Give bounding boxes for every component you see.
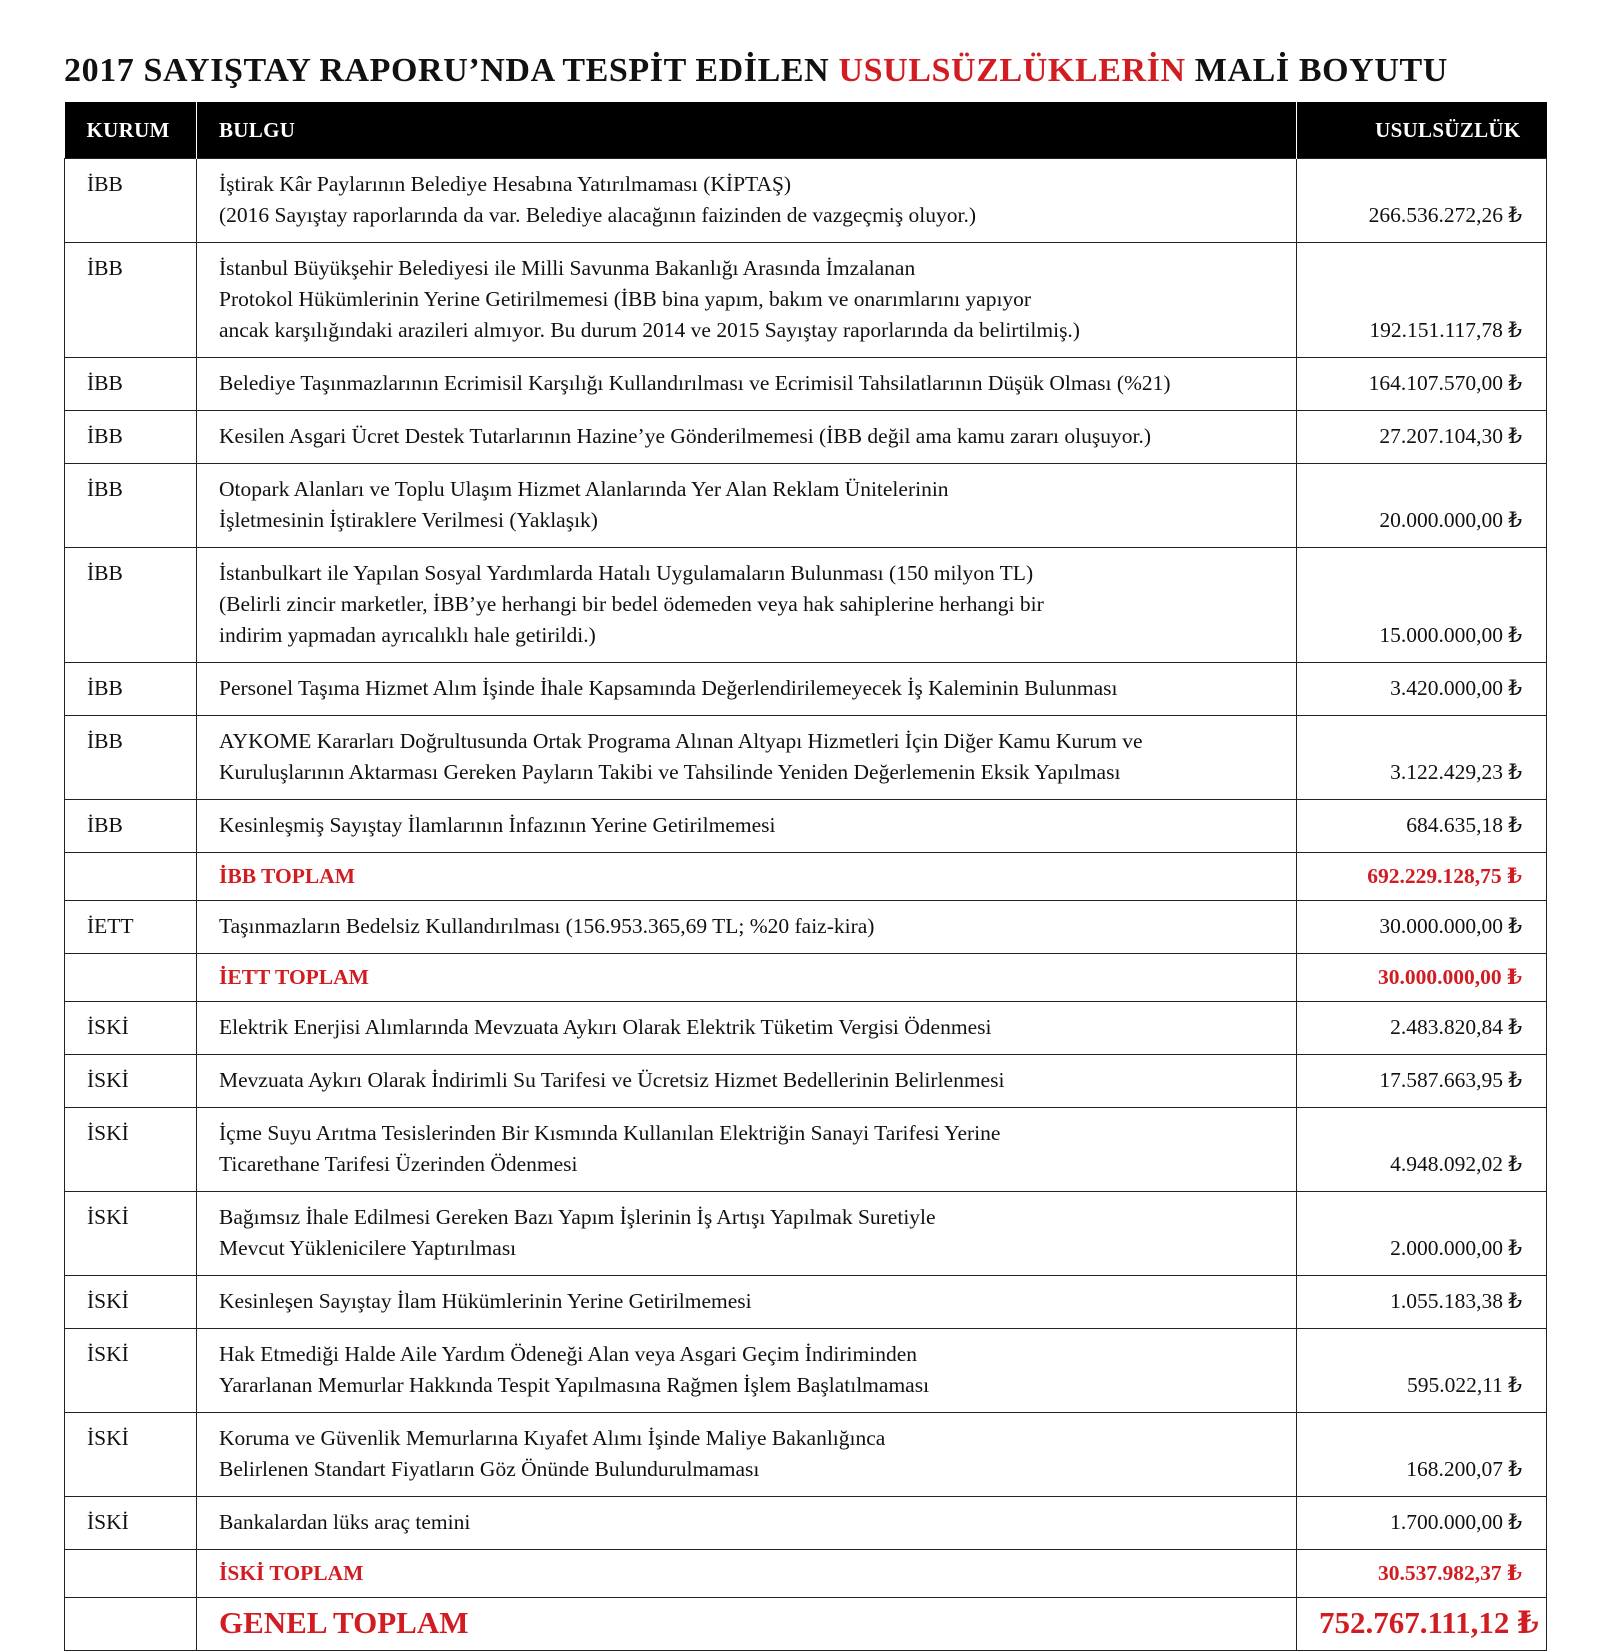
kurum-cell: İBB: [65, 548, 197, 663]
amount-cell: 15.000.000,00 ₺: [1297, 548, 1547, 663]
bulgu-line: (2016 Sayıştay raporlarında da var. Belediye alacağının faizinden de vazgeçmiş oluyor.): [219, 203, 977, 227]
table-header-row: [65, 102, 1547, 159]
table-row: [65, 1192, 1547, 1276]
bulgu-line: İstanbul Büyükşehir Belediyesi ile Milli Savunma Bakanlığı Arasında İmzalanan: [219, 256, 916, 280]
amount-cell: 1.055.183,38 ₺: [1297, 1276, 1547, 1329]
kurum-cell: İSKİ: [65, 1055, 197, 1108]
subtotal-label: İSKİ TOPLAM: [197, 1550, 1297, 1598]
kurum-cell: İETT: [65, 901, 197, 954]
bulgu-cell: [197, 1055, 1297, 1108]
bulgu-line: İştirak Kâr Paylarının Belediye Hesabına Yatırılmaması (KİPTAŞ): [219, 172, 792, 196]
kurum-cell-empty: [65, 954, 197, 1002]
kurum-cell: İSKİ: [65, 1413, 197, 1497]
kurum-cell: İSKİ: [65, 1497, 197, 1550]
amount-cell: 3.122.429,23 ₺: [1297, 716, 1547, 800]
bulgu-line: Taşınmazların Bedelsiz Kullandırılması (156.953.365,69 TL; %20 faiz-kira): [219, 914, 875, 938]
amount-cell: 595.022,11 ₺: [1297, 1329, 1547, 1413]
bulgu-cell: [197, 358, 1297, 411]
bulgu-line: Mevcut Yüklenicilere Yaptırılması: [219, 1236, 517, 1260]
bulgu-cell: [197, 1329, 1297, 1413]
bulgu-cell: [197, 411, 1297, 464]
kurum-cell: İSKİ: [65, 1002, 197, 1055]
amount-cell: 164.107.570,00 ₺: [1297, 358, 1547, 411]
amount-cell: 168.200,07 ₺: [1297, 1413, 1547, 1497]
bulgu-cell: [197, 1108, 1297, 1192]
bulgu-line: Personel Taşıma Hizmet Alım İşinde İhale Kapsamında Değerlendirilemeyecek İş Kaleminin Bulunması: [219, 676, 1118, 700]
amount-cell: 17.587.663,95 ₺: [1297, 1055, 1547, 1108]
bulgu-line: Kuruluşlarının Aktarması Gereken Payların Takibi ve Tahsilinde Yeniden Değerlemenin Eksik Yapılması: [219, 760, 1121, 784]
table-row: [65, 1329, 1547, 1413]
subtotal-row: [65, 954, 1547, 1002]
bulgu-cell: [197, 243, 1297, 358]
amount-cell: 2.000.000,00 ₺: [1297, 1192, 1547, 1276]
title-part1: 2017 SAYIŞTAY RAPORU’NDA TESPİT EDİLEN: [64, 52, 830, 89]
amount-cell: 1.700.000,00 ₺: [1297, 1497, 1547, 1550]
amount-cell: 20.000.000,00 ₺: [1297, 464, 1547, 548]
subtotal-amount: 692.229.128,75 ₺: [1297, 853, 1547, 901]
bulgu-line: Kesilen Asgari Ücret Destek Tutarlarının Hazine’ye Gönderilmemesi (İBB değil ama kamu zararı oluşuyor.): [219, 424, 1152, 448]
table-row: [65, 411, 1547, 464]
amount-cell: 684.635,18 ₺: [1297, 800, 1547, 853]
table-row: [65, 159, 1547, 243]
bulgu-line: indirim yapmadan ayrıcalıklı hale getirildi.): [219, 623, 596, 647]
bulgu-line: Mevzuata Aykırı Olarak İndirimli Su Tarifesi ve Ücretsiz Hizmet Bedellerinin Belirlenmesi: [219, 1068, 1005, 1092]
bulgu-line: Koruma ve Güvenlik Memurlarına Kıyafet Alımı İşinde Maliye Bakanlığınca: [219, 1426, 886, 1450]
bulgu-cell: [197, 1413, 1297, 1497]
bulgu-cell: [197, 1002, 1297, 1055]
table-row: [65, 1055, 1547, 1108]
subtotal-row: [65, 853, 1547, 901]
bulgu-line: İstanbulkart ile Yapılan Sosyal Yardımlarda Hatalı Uygulamaların Bulunması (150 milyon TL): [219, 561, 1034, 585]
kurum-cell: İSKİ: [65, 1192, 197, 1276]
grand-total-label: GENEL TOPLAM: [197, 1598, 1297, 1651]
table-row: [65, 1413, 1547, 1497]
column-header-kurum: KURUM: [65, 102, 197, 159]
kurum-cell: İBB: [65, 358, 197, 411]
table-row: [65, 358, 1547, 411]
bulgu-cell: [197, 663, 1297, 716]
irregularities-table: [64, 102, 1547, 1651]
bulgu-line: Hak Etmediği Halde Aile Yardım Ödeneği Alan veya Asgari Geçim İndiriminden: [219, 1342, 918, 1366]
column-header-bulgu: BULGU: [197, 102, 1297, 159]
bulgu-cell: [197, 716, 1297, 800]
bulgu-line: AYKOME Kararları Doğrultusunda Ortak Programa Alınan Altyapı Hizmetleri İçin Diğer Kamu Kurum ve: [219, 729, 1143, 753]
bulgu-line: Elektrik Enerjisi Alımlarında Mevzuata Aykırı Olarak Elektrik Tüketim Vergisi Ödenmesi: [219, 1015, 992, 1039]
table-row: [65, 1002, 1547, 1055]
bulgu-line: (Belirli zincir marketler, İBB’ye herhangi bir bedel ödemeden veya hak sahiplerine herhangi bir: [219, 592, 1044, 616]
amount-cell: 2.483.820,84 ₺: [1297, 1002, 1547, 1055]
page-title: [64, 54, 1544, 88]
table-row: [65, 1108, 1547, 1192]
title-part2: MALİ BOYUTU: [1194, 52, 1448, 89]
grand-total-row: [65, 1598, 1547, 1651]
kurum-cell-empty: [65, 1598, 197, 1651]
kurum-cell: İBB: [65, 243, 197, 358]
bulgu-line: ancak karşılığındaki arazileri almıyor. Bu durum 2014 ve 2015 Sayıştay raporlarında da belirtilmiş.): [219, 318, 1080, 342]
table-row: [65, 243, 1547, 358]
amount-cell: 3.420.000,00 ₺: [1297, 663, 1547, 716]
table-row: [65, 464, 1547, 548]
subtotal-amount: 30.537.982,37 ₺: [1297, 1550, 1547, 1598]
table-row: [65, 716, 1547, 800]
kurum-cell-empty: [65, 1550, 197, 1598]
bulgu-line: Protokol Hükümlerinin Yerine Getirilmemesi (İBB bina yapım, bakım ve onarımlarını yapıyor: [219, 287, 1032, 311]
bulgu-line: Ticarethane Tarifesi Üzerinden Ödenmesi: [219, 1152, 578, 1176]
amount-cell: 27.207.104,30 ₺: [1297, 411, 1547, 464]
bulgu-line: Bankalardan lüks araç temini: [219, 1510, 471, 1534]
title-highlight: USULSÜZLÜKLERİN: [838, 52, 1186, 89]
bulgu-cell: [197, 901, 1297, 954]
amount-cell: 192.151.117,78 ₺: [1297, 243, 1547, 358]
bulgu-cell: [197, 1192, 1297, 1276]
bulgu-cell: [197, 548, 1297, 663]
bulgu-cell: [197, 1276, 1297, 1329]
bulgu-line: Belediye Taşınmazlarının Ecrimisil Karşılığı Kullandırılması ve Ecrimisil Tahsilatlarının Düşük Olması (%21): [219, 371, 1171, 395]
bulgu-line: Otopark Alanları ve Toplu Ulaşım Hizmet Alanlarında Yer Alan Reklam Ünitelerinin: [219, 477, 949, 501]
bulgu-line: Kesinleşmiş Sayıştay İlamlarının İnfazının Yerine Getirilmemesi: [219, 813, 776, 837]
bulgu-line: Kesinleşen Sayıştay İlam Hükümlerinin Yerine Getirilmemesi: [219, 1289, 752, 1313]
table-row: [65, 800, 1547, 853]
amount-cell: 4.948.092,02 ₺: [1297, 1108, 1547, 1192]
table-row: [65, 663, 1547, 716]
kurum-cell: İBB: [65, 411, 197, 464]
bulgu-line: İçme Suyu Arıtma Tesislerinden Bir Kısmında Kullanılan Elektriğin Sanayi Tarifesi Yerine: [219, 1121, 1001, 1145]
kurum-cell: İSKİ: [65, 1108, 197, 1192]
table-row: [65, 1276, 1547, 1329]
subtotal-label: İETT TOPLAM: [197, 954, 1297, 1002]
kurum-cell: İSKİ: [65, 1276, 197, 1329]
bulgu-line: Yararlanan Memurlar Hakkında Tespit Yapılmasına Rağmen İşlem Başlatılmaması: [219, 1373, 930, 1397]
bulgu-line: İşletmesinin İştiraklere Verilmesi (Yaklaşık): [219, 508, 598, 532]
kurum-cell: İBB: [65, 800, 197, 853]
amount-cell: 30.000.000,00 ₺: [1297, 901, 1547, 954]
subtotal-label: İBB TOPLAM: [197, 853, 1297, 901]
subtotal-row: [65, 1550, 1547, 1598]
kurum-cell: İBB: [65, 663, 197, 716]
bulgu-cell: [197, 1497, 1297, 1550]
kurum-cell: İSKİ: [65, 1329, 197, 1413]
table-row: [65, 548, 1547, 663]
kurum-cell: İBB: [65, 159, 197, 243]
table-body: [65, 159, 1547, 1651]
bulgu-line: Belirlenen Standart Fiyatların Göz Önünde Bulundurulmaması: [219, 1457, 760, 1481]
bulgu-line: Bağımsız İhale Edilmesi Gereken Bazı Yapım İşlerinin İş Artışı Yapılmak Suretiyle: [219, 1205, 936, 1229]
kurum-cell: İBB: [65, 464, 197, 548]
bulgu-cell: [197, 159, 1297, 243]
subtotal-amount: 30.000.000,00 ₺: [1297, 954, 1547, 1002]
bulgu-cell: [197, 800, 1297, 853]
kurum-cell-empty: [65, 853, 197, 901]
amount-cell: 266.536.272,26 ₺: [1297, 159, 1547, 243]
bulgu-cell: [197, 464, 1297, 548]
kurum-cell: İBB: [65, 716, 197, 800]
table-row: [65, 901, 1547, 954]
grand-total-amount: 752.767.111,12 ₺: [1297, 1598, 1547, 1651]
column-header-usulsuzluk: USULSÜZLÜK: [1297, 102, 1547, 159]
table-row: [65, 1497, 1547, 1550]
